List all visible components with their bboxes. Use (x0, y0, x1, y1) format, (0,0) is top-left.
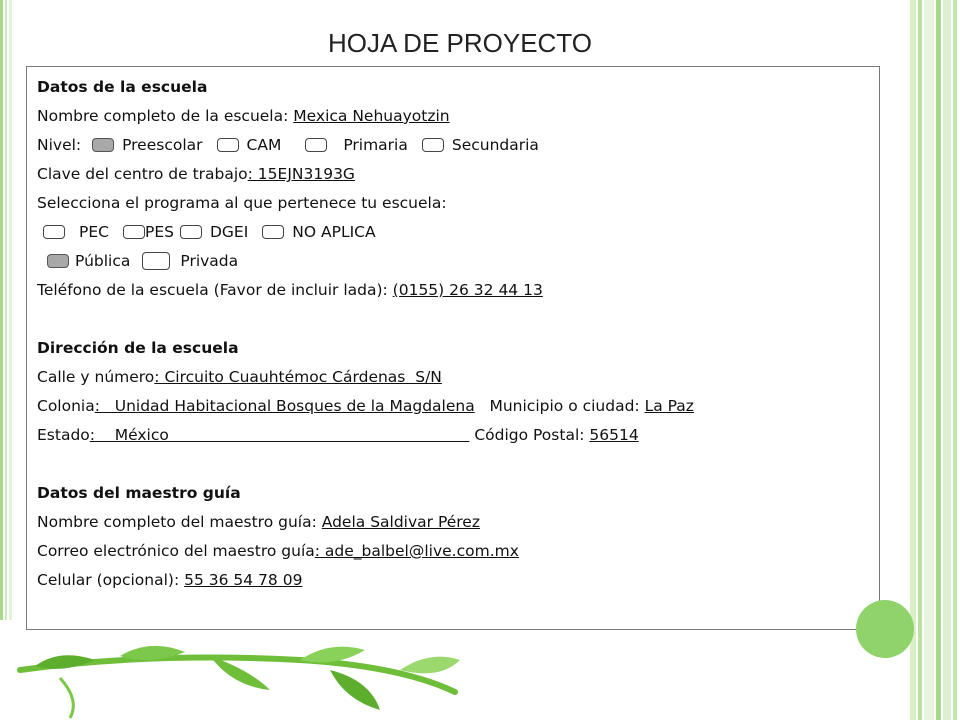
program-question: Selecciona el programa al que pertenece tu escuela: (37, 194, 447, 212)
level-cam-label: CAM (246, 136, 282, 154)
level-preescolar-checkbox[interactable] (92, 138, 114, 152)
city-value: La Paz (644, 397, 694, 415)
school-name-value: Mexica Nehuayotzin (293, 107, 450, 125)
phone-label: Teléfono de la escuela (Favor de incluir lada): (37, 281, 393, 299)
street-row (37, 363, 879, 392)
level-primaria-label: Primaria (343, 136, 408, 154)
teacher-cell-row (37, 566, 879, 595)
level-cam-checkbox[interactable] (217, 138, 239, 152)
school-code-label: Clave del centro de trabajo (37, 165, 248, 183)
school-code-value: : 15EJN3193G (247, 165, 355, 183)
teacher-name-label: Nombre completo del maestro guía: (37, 513, 322, 531)
page-title: HOJA DE PROYECTO (328, 28, 592, 58)
colony-label: Colonia (37, 397, 95, 415)
program-row (37, 218, 879, 247)
program-no-aplica-checkbox[interactable] (262, 225, 284, 239)
colony-row (37, 392, 879, 421)
school-type-row (37, 247, 879, 276)
colony-value: : Unidad Habitacional Bosques de la Magdalena (94, 397, 475, 415)
program-pes-checkbox[interactable] (123, 225, 145, 239)
zip-value: 56514 (589, 426, 639, 444)
right-decorative-stripes (908, 0, 960, 720)
type-publica-checkbox[interactable] (47, 254, 69, 268)
program-pec-checkbox[interactable] (43, 225, 65, 239)
phone-row (37, 276, 879, 305)
green-circle-decoration (856, 600, 914, 658)
zip-label: Código Postal: (469, 426, 590, 444)
teacher-email-label: Correo electrónico del maestro guía (37, 542, 315, 560)
level-secundaria-label: Secundaria (451, 136, 539, 154)
type-privada-checkbox[interactable] (142, 252, 170, 270)
street-label: Calle y número (37, 368, 155, 386)
leaf-vine-decoration (0, 630, 470, 720)
level-preescolar-label: Preescolar (122, 136, 203, 154)
teacher-cell-label: Celular (opcional): (37, 571, 185, 589)
teacher-section-heading: Datos del maestro guía (37, 484, 241, 502)
level-secundaria-checkbox[interactable] (422, 138, 444, 152)
project-form (26, 66, 880, 630)
city-label: Municipio o ciudad: (474, 397, 645, 415)
program-pes-label: PES (144, 223, 174, 241)
school-section-heading: Datos de la escuela (37, 78, 208, 96)
level-row (37, 131, 879, 160)
teacher-email-value: : ade_balbel@live.com.mx (314, 542, 519, 560)
state-label: Estado (37, 426, 90, 444)
teacher-name-value: Adela Saldivar Pérez (321, 513, 480, 531)
level-label: Nivel: (37, 136, 87, 154)
street-value: : Circuito Cuauhtémoc Cárdenas S/N (154, 368, 442, 386)
program-pec-label: PEC (79, 223, 109, 241)
phone-value: (0155) 26 32 44 13 (392, 281, 543, 299)
school-code-row (37, 160, 879, 189)
state-row (37, 421, 879, 450)
program-dgei-checkbox[interactable] (180, 225, 202, 239)
state-value: : México (89, 426, 470, 444)
teacher-name-row (37, 508, 879, 537)
address-section-heading: Dirección de la escuela (37, 339, 239, 357)
program-no-aplica-label: NO APLICA (292, 223, 376, 241)
program-dgei-label: DGEI (209, 223, 249, 241)
teacher-cell-value: 55 36 54 78 09 (184, 571, 303, 589)
school-name-row (37, 102, 879, 131)
school-name-label: Nombre completo de la escuela: (37, 107, 294, 125)
level-primaria-checkbox[interactable] (305, 138, 327, 152)
type-privada-label: Privada (180, 252, 239, 270)
type-publica-label: Pública (75, 252, 131, 270)
left-decorative-stripes (0, 0, 14, 720)
teacher-email-row (37, 537, 879, 566)
